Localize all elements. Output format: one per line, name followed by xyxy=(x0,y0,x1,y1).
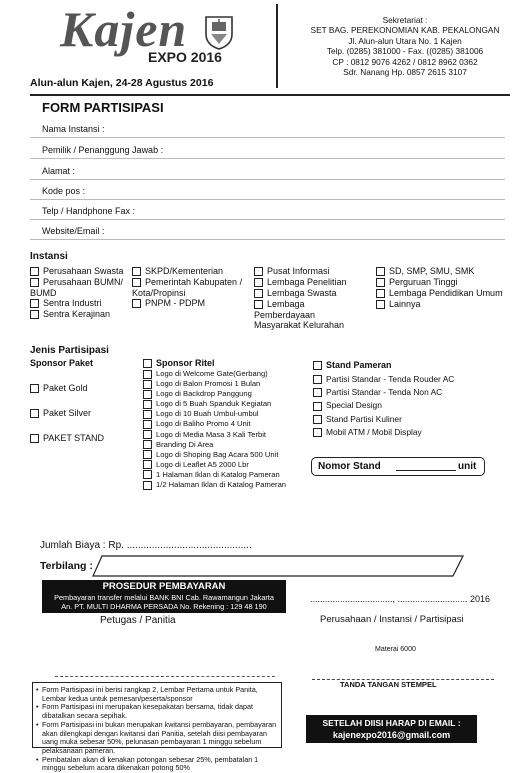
note-item: • Pembatalan akan di kenakan potongan sebesar 25%, pembatalan 1 minggu sebelum acara dikenakan potong 50% xyxy=(36,754,259,773)
instansi-option[interactable]: Sentra Kerajinan xyxy=(30,309,130,320)
perusahaan-label: Perusahaan / Instansi / Partisipasi xyxy=(320,614,464,625)
stand-option[interactable]: Special Design xyxy=(313,399,454,412)
instansi-option[interactable]: Perusahaan BUMN/ BUMD xyxy=(30,277,124,298)
checkbox[interactable] xyxy=(254,267,263,276)
instansi-option[interactable]: Lembaga Penelitian xyxy=(254,277,364,288)
checkbox[interactable] xyxy=(254,300,263,309)
paket-silver-option[interactable]: Paket Silver xyxy=(30,408,91,419)
date-line[interactable]: ................................., ............................ 2016 xyxy=(310,594,491,604)
nomor-stand-box[interactable] xyxy=(311,457,485,476)
checkbox[interactable] xyxy=(143,450,152,459)
instansi-option[interactable]: SD, SMP, SMU, SMK xyxy=(376,266,503,277)
ritel-option[interactable]: 1 Halaman Iklan di Katalog Pameran xyxy=(143,470,286,480)
ritel-option[interactable]: Logo di 5 Buah Spanduk Kegiatan xyxy=(143,399,286,409)
checkbox[interactable] xyxy=(132,299,141,308)
logo xyxy=(60,1,260,72)
secretariat-line: Telp. (0285) 381000 - Fax. ((0285) 381006 xyxy=(326,46,484,57)
checkbox[interactable] xyxy=(143,380,152,389)
checkbox[interactable] xyxy=(132,278,141,287)
field-line[interactable] xyxy=(30,199,505,200)
ritel-option[interactable]: Logo di Baliho Promo 4 Unit xyxy=(143,419,286,429)
checkbox[interactable] xyxy=(376,289,385,298)
email-instruction: SETELAH DIISI HARAP DI EMAIL : xyxy=(322,718,461,728)
jenis-heading: Jenis Partisipasi xyxy=(30,345,109,356)
note-item: • Form Partisipasi ini bukan merupakan kwitansi pembayaran, pembayaran akan dilengkapi dengan kwitansi dari Panitia, setelah diisi pembayaran uang muka sebesar 50%, pelunasan pembayaran 1 minggu sebelum pelaksanaan pameran. xyxy=(36,719,277,755)
paket-gold-option[interactable]: Paket Gold xyxy=(30,383,88,394)
ritel-option[interactable]: Logo di Welcome Gate(Gerbang) xyxy=(143,369,286,379)
checkbox[interactable] xyxy=(313,415,322,424)
prosedur-line1: Pembayaran transfer melalui BANK BNI Cab. Rawamangun Jakarta xyxy=(54,593,274,602)
field-line[interactable] xyxy=(30,219,505,220)
event-line: Alun-alun Kajen, 24-28 Agustus 2016 xyxy=(30,77,214,89)
checkbox[interactable] xyxy=(30,409,39,418)
secretariat-line: Jl. Alun-alun Utara No. 1 Kajen xyxy=(348,35,462,46)
secretariat-line: Sdr. Nanang Hp. 0857 2615 3107 xyxy=(343,67,467,78)
checkbox[interactable] xyxy=(313,375,322,384)
checkbox[interactable] xyxy=(30,310,39,319)
checkbox[interactable] xyxy=(143,481,152,490)
checkbox[interactable] xyxy=(143,420,152,429)
instansi-col4 xyxy=(376,266,503,310)
checkbox[interactable] xyxy=(30,278,39,287)
bullet-icon: • xyxy=(36,702,39,712)
checkbox[interactable] xyxy=(143,359,152,368)
field-kode-pos: Kode pos : xyxy=(42,186,86,196)
field-nama-instansi: Nama Instansi : xyxy=(42,124,105,134)
ritel-option[interactable]: Logo di 10 Buah Umbul-umbul xyxy=(143,409,286,419)
email-box xyxy=(306,715,477,743)
regency-emblem-icon xyxy=(203,14,235,55)
checkbox[interactable] xyxy=(143,430,152,439)
nomor-stand-label: Nomor Stand xyxy=(318,461,381,472)
ritel-option[interactable]: Logo di Shoping Bag Acara 500 Unit xyxy=(143,450,286,460)
field-website: Website/Email : xyxy=(42,226,105,236)
checkbox[interactable] xyxy=(143,410,152,419)
note-item: • Form Partisipasi ini berisi rangkap 2, Lembar Pertama untuk Panita, Lembar kedua untuk pemesan/peserta/sponsor xyxy=(36,685,258,703)
nomor-stand-input-line[interactable] xyxy=(396,470,456,471)
note-item: • Form Partisipasi ini merupakan kesepakatan bersama, tidak dapat dibatalkan secara sepihak. xyxy=(36,702,253,721)
checkbox[interactable] xyxy=(376,300,385,309)
notes-box xyxy=(32,682,282,773)
instansi-option[interactable]: Lainnya xyxy=(376,299,503,310)
instansi-col1 xyxy=(30,266,130,320)
tanda-tangan-label: TANDA TANGAN STEMPEL xyxy=(340,680,437,689)
stand-option[interactable]: Partisi Standar - Tenda Rouder AC xyxy=(313,373,454,386)
checkbox[interactable] xyxy=(143,440,152,449)
checkbox[interactable] xyxy=(254,289,263,298)
checkbox[interactable] xyxy=(143,400,152,409)
bullet-icon: • xyxy=(36,685,39,694)
header-rule xyxy=(30,94,510,96)
ritel-option[interactable]: Logo di Leaflet A5 2000 Lbr xyxy=(143,460,286,470)
instansi-option[interactable]: SKPD/Kementerian xyxy=(132,266,244,277)
field-line[interactable] xyxy=(30,137,505,138)
header-divider xyxy=(276,4,278,88)
bullet-icon: • xyxy=(36,754,39,764)
checkbox[interactable] xyxy=(313,402,322,411)
checkbox[interactable] xyxy=(132,267,141,276)
checkbox[interactable] xyxy=(313,361,322,370)
instansi-option[interactable]: Pemerintah Kabupaten / Kota/Propinsi xyxy=(132,277,243,298)
petugas-label: Petugas / Panitia xyxy=(100,615,176,626)
prosedur-line2: An. PT. MULTI DHARMA PERSADA No. Rekening : 129 48 190 xyxy=(61,602,267,611)
field-line[interactable] xyxy=(30,158,505,159)
sponsor-paket-heading: Sponsor Paket xyxy=(30,358,94,368)
ritel-option[interactable]: 1/2 Halaman Iklan di Katalog Pameran xyxy=(143,480,286,490)
checkbox[interactable] xyxy=(30,434,39,443)
stand-pameran-heading: Stand Pameran xyxy=(313,357,454,373)
field-line[interactable] xyxy=(30,239,505,240)
ritel-option[interactable]: Logo di Media Masa 3 Kali Terbit xyxy=(143,430,286,440)
instansi-option[interactable]: Sentra Industri xyxy=(30,298,130,309)
field-alamat: Alamat : xyxy=(42,166,76,176)
instansi-option[interactable]: Lembaga Pendidikan Umum xyxy=(376,288,503,299)
checkbox[interactable] xyxy=(313,428,322,437)
sponsor-ritel-list xyxy=(143,357,286,490)
materai-label: Materai 6000 xyxy=(375,646,416,653)
instansi-option[interactable]: Pusat Informasi xyxy=(254,266,364,277)
bullet-icon: • xyxy=(36,719,39,729)
paket-stand-option[interactable]: PAKET STAND xyxy=(30,433,104,444)
instansi-heading: Instansi xyxy=(30,251,68,262)
stand-option[interactable]: Partisi Standar - Tenda Non AC xyxy=(313,386,454,399)
jumlah-biaya: Jumlah Biaya : Rp. ............................................. xyxy=(40,540,252,551)
checkbox[interactable] xyxy=(30,267,39,276)
checkbox[interactable] xyxy=(313,388,322,397)
checkbox[interactable] xyxy=(254,278,263,287)
nomor-stand-suffix: unit xyxy=(458,461,477,472)
stand-option[interactable]: Mobil ATM / Mobil Display xyxy=(313,426,454,439)
checkbox[interactable] xyxy=(376,267,385,276)
checkbox[interactable] xyxy=(376,278,385,287)
secretariat-block xyxy=(290,15,520,77)
instansi-col2 xyxy=(132,266,244,309)
checkbox[interactable] xyxy=(143,460,152,469)
field-telp: Telp / Handphone Fax : xyxy=(42,206,136,216)
secretariat-line: Sekretariat : xyxy=(382,15,428,25)
instansi-option[interactable]: PNPM - PDPM xyxy=(132,298,244,309)
secretariat-line: CP : 0812 9076 4262 / 0812 8962 0362 xyxy=(332,56,478,67)
form-title: FORM PARTISIPASI xyxy=(42,100,164,115)
stand-option[interactable]: Stand Partisi Kuliner xyxy=(313,413,454,426)
instansi-col3 xyxy=(254,266,364,331)
secretariat-line: SET BAG. PEREKONOMIAN KAB. PEKALONGAN xyxy=(310,25,500,36)
instansi-option[interactable]: Lembaga Swasta xyxy=(254,288,364,299)
prosedur-pembayaran xyxy=(42,580,286,613)
notes-top-rule xyxy=(55,676,275,677)
logo-text: Kajen xyxy=(60,1,188,57)
logo-sub: EXPO 2016 xyxy=(148,49,222,65)
instansi-option[interactable]: Lembaga Pemberdayaan Masyarakat Kelurahan xyxy=(254,299,345,330)
prosedur-title: PROSEDUR PEMBAYARAN xyxy=(102,581,226,592)
terbilang-box[interactable] xyxy=(92,555,464,582)
ritel-option[interactable]: Logo di Backdrop Panggung xyxy=(143,389,286,399)
checkbox[interactable] xyxy=(143,470,152,479)
terbilang-label: Terbilang : xyxy=(40,560,93,572)
stand-pameran-list xyxy=(313,357,454,439)
field-line[interactable] xyxy=(30,179,505,180)
email-address[interactable]: kajenexpo2016@gmail.com xyxy=(332,730,451,740)
instansi-option[interactable]: Perguruan Tinggi xyxy=(376,277,503,288)
field-penanggung-jawab: Pemilik / Penanggung Jawab : xyxy=(42,145,164,155)
checkbox[interactable] xyxy=(30,299,39,308)
instansi-option[interactable]: Perusahaan Swasta xyxy=(30,266,130,277)
ritel-option[interactable]: Branding Di Area xyxy=(143,440,286,450)
checkbox[interactable] xyxy=(143,370,152,379)
ritel-option[interactable]: Logo di Balon Promosi 1 Bulan xyxy=(143,379,286,389)
checkbox[interactable] xyxy=(30,384,39,393)
sponsor-ritel-heading: Sponsor Ritel xyxy=(143,357,286,369)
checkbox[interactable] xyxy=(143,390,152,399)
